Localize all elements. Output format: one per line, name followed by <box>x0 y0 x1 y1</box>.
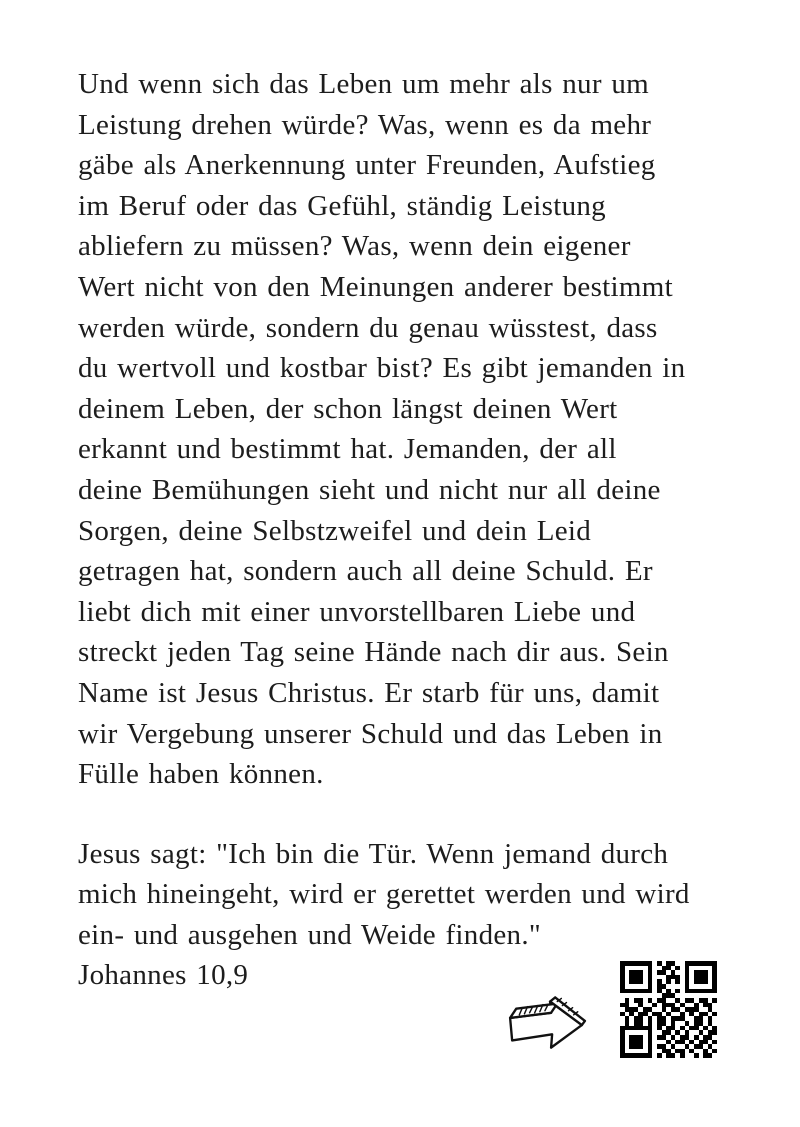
paragraph-1 <box>78 64 690 795</box>
text-line: streckt jeden Tag seine Hände nach dir aus. Sein <box>78 636 669 669</box>
text-line: im Beruf oder das Gefühl, ständig Leistung <box>78 189 606 222</box>
text-line: deinem Leben, der schon längst deinen Wert <box>78 392 618 425</box>
hand-drawn-arrow-right-icon <box>506 991 588 1053</box>
qr-code <box>620 961 717 1058</box>
text-line: Und wenn sich das Leben um mehr als nur um <box>78 68 650 100</box>
text-line: ein- und ausgehen und Weide finden." <box>78 918 542 951</box>
verse-reference: Johannes 10,9 <box>78 959 249 992</box>
paragraph-2-quote <box>78 834 690 996</box>
text-line: Leistung drehen würde? Was, wenn es da mehr <box>78 108 652 141</box>
text-line: Fülle haben können. <box>78 758 324 791</box>
text-line: deine Bemühungen sieht und nicht nur all deine <box>78 473 661 506</box>
text-line: werden würde, sondern du genau wüsstest, dass <box>78 311 658 344</box>
text-line: mich hineingeht, wird er gerettet werden und wird <box>78 878 690 911</box>
text-line: wir Vergebung unserer Schuld und das Leben in <box>78 717 663 750</box>
text-line: erkannt und bestimmt hat. Jemanden, der all <box>78 433 617 466</box>
text-line: Name ist Jesus Christus. Er starb für uns, damit <box>78 676 660 709</box>
text-line: Jesus sagt: "Ich bin die Tür. Wenn jemand durch <box>78 837 669 870</box>
text-line: du wertvoll und kostbar bist? Es gibt jemanden in <box>78 352 686 385</box>
text-line: gäbe als Anerkennung unter Freunden, Aufstieg <box>78 149 656 182</box>
text-line: liebt dich mit einer unvorstellbaren Liebe und <box>78 595 636 628</box>
text-line: Sorgen, deine Selbstzweifel und dein Leid <box>78 514 592 547</box>
main-text <box>78 64 690 996</box>
text-line: abliefern zu müssen? Was, wenn dein eigener <box>78 230 631 263</box>
text-line: Wert nicht von den Meinungen anderer bestimmt <box>78 270 673 303</box>
text-line: getragen hat, sondern auch all deine Schuld. Er <box>78 555 653 588</box>
